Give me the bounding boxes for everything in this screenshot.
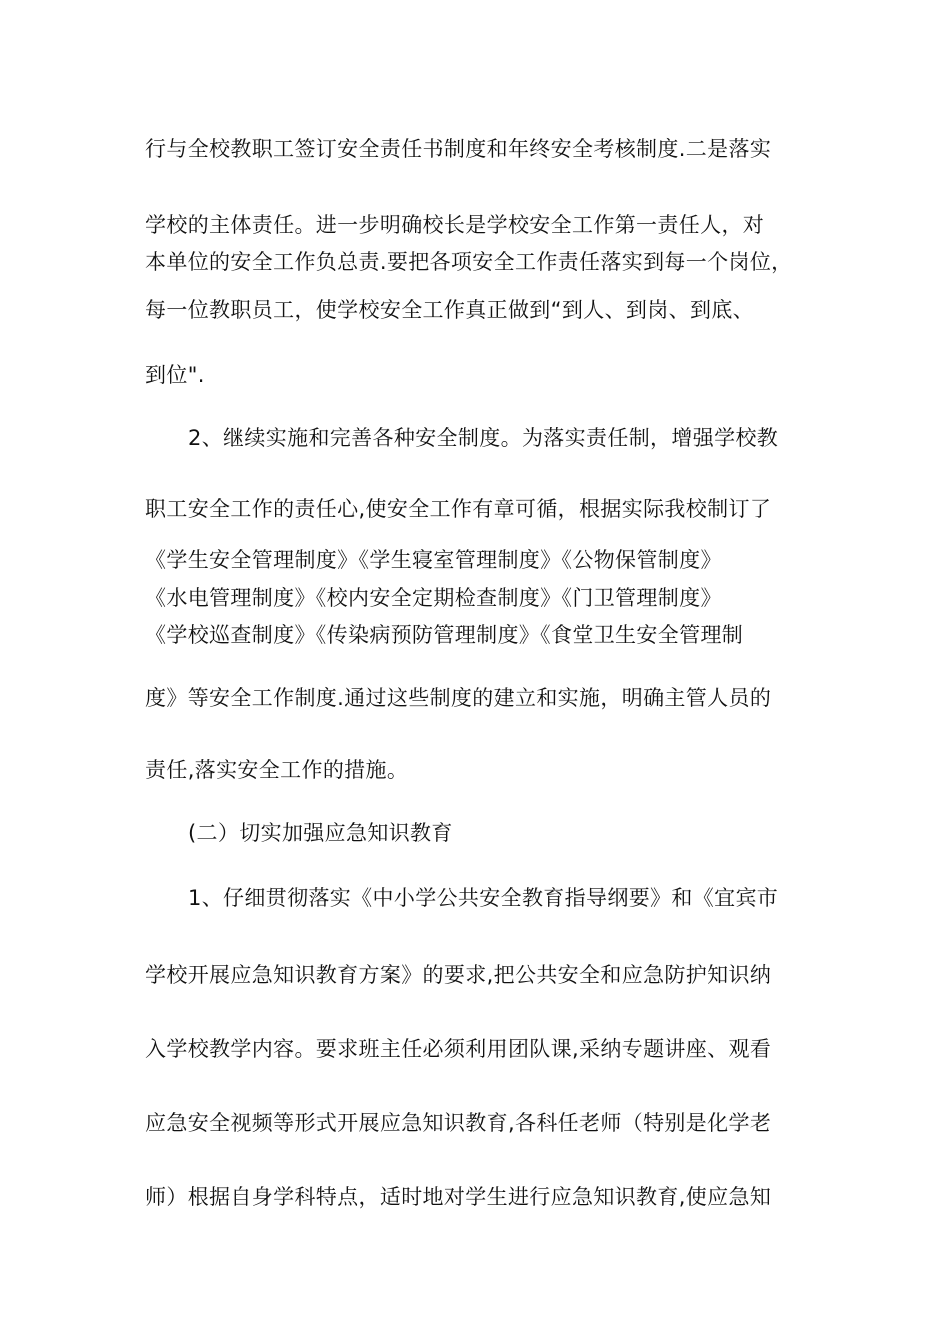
text-line-2: 学校的主体责任。进一步明确校长是学校安全工作第一责任人，对 [145,213,765,237]
text-line-5: 到位". [145,363,205,387]
text-line-13: (二）切实加强应急知识教育 [188,821,453,845]
text-line-10: 《学校巡查制度》《传染病预防管理制度》《食堂卫生安全管理制 [145,623,744,647]
text-line-8: 《学生安全管理制度》《学生寝室管理制度》《公物保管制度》 [145,548,722,572]
text-line-9: 《水电管理制度》《校内安全定期检查制度》《门卫管理制度》 [145,586,722,610]
text-line-15: 学校开展应急知识教育方案》的要求,把公共安全和应急防护知识纳 [145,963,772,987]
text-line-3: 本单位的安全工作负总责.要把各项安全工作责任落实到每一个岗位， [145,250,793,274]
text-line-7: 职工安全工作的责任心,使安全工作有章可循，根据实际我校制订了 [145,497,772,521]
text-line-18: 师）根据自身学科特点，适时地对学生进行应急知识教育,使应急知 [145,1185,772,1209]
text-line-6: 2、继续实施和完善各种安全制度。为落实责任制，增强学校教 [188,426,779,450]
text-line-17: 应急安全视频等形式开展应急知识教育,各科任老师（特别是化学老 [145,1111,772,1135]
text-line-14: 1、仔细贯彻落实《中小学公共安全教育指导纲要》和《宜宾市 [188,886,779,910]
text-line-1: 行与全校教职工签订安全责任书制度和年终安全考核制度.二是落实 [145,137,772,161]
text-line-12: 责任,落实安全工作的措施。 [145,758,409,782]
text-line-4: 每一位教职员工，使学校安全工作真正做到“到人、到岗、到底、 [145,298,755,322]
text-line-16: 入学校教学内容。要求班主任必须利用团队课,采纳专题讲座、观看 [145,1037,772,1061]
text-line-11: 度》等安全工作制度.通过这些制度的建立和实施，明确主管人员的 [145,686,772,710]
